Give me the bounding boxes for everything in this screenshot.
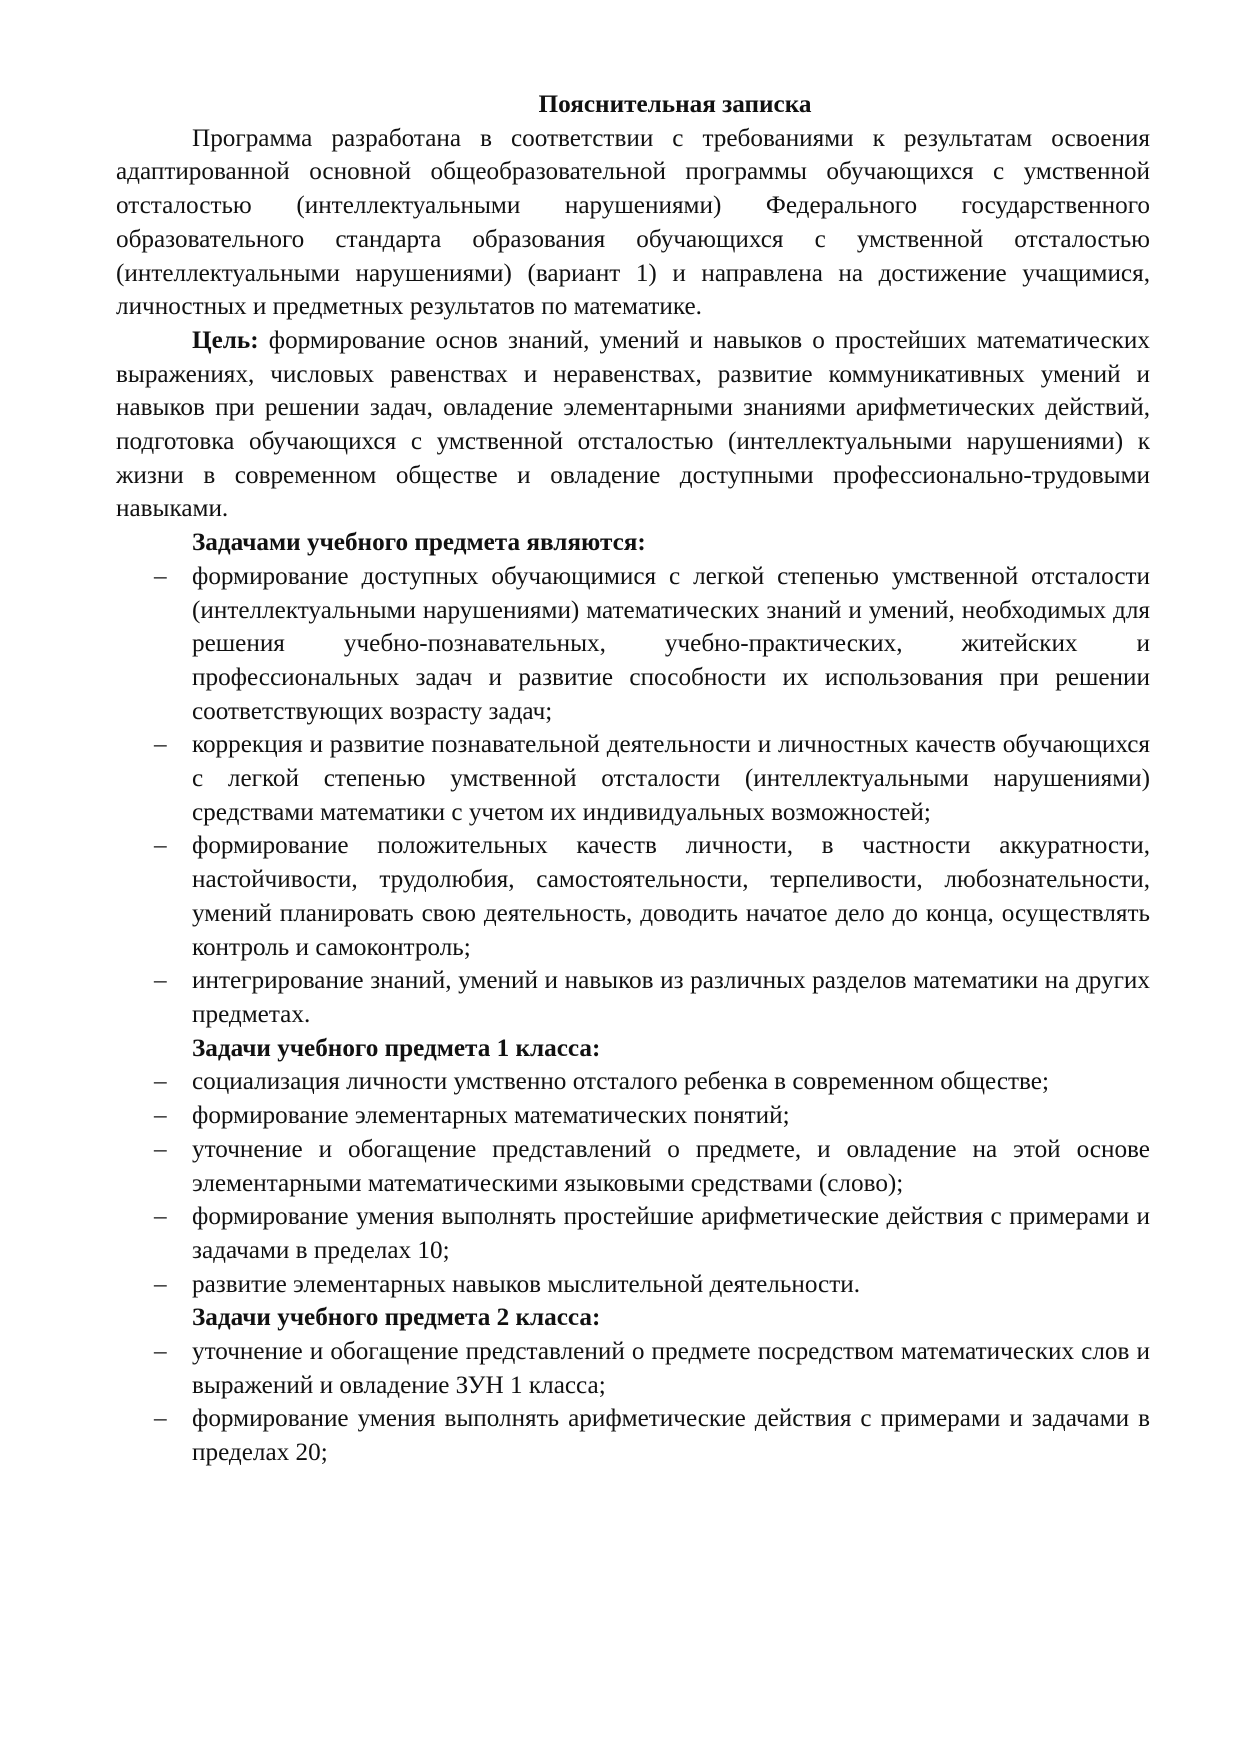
- list-item: – коррекция и развитие познавательной деятельности и личностных качеств обучающихся с легкой степенью умственной отсталости (интеллектуальными нарушениями) средствами математики с учетом их индивидуальных возможностей;: [116, 728, 1150, 829]
- dash-bullet: –: [154, 1068, 167, 1096]
- page-title: Пояснительная записка: [538, 91, 812, 118]
- list-item: – социализация личности умственно отсталого ребенка в современном обществе;: [116, 1065, 1150, 1099]
- list-item: – формирование умения выполнять простейшие арифметические действия с примерами и задачами в пределах 10;: [116, 1200, 1150, 1267]
- dash-bullet: –: [154, 731, 167, 759]
- section-heading-grade-2: Задачи учебного предмета 2 класса:: [192, 1304, 601, 1332]
- dash-bullet: –: [154, 562, 167, 590]
- list-item: – формирование доступных обучающимися с легкой степенью умственной отсталости (интеллектуальными нарушениями) математических знаний и умений, необходимых для решения учебно-познавательных, учебно-практических, житейских и профессиональных задач и развитие способности их использования при решении соответствующих возрасту задач;: [116, 560, 1150, 729]
- dash-bullet: –: [154, 832, 167, 860]
- section-heading-tasks: Задачами учебного предмета являются:: [192, 529, 646, 557]
- grade-1-list: [116, 1065, 1150, 1301]
- intro-paragraph: Программа разработана в соответствии с требованиями к результатам освоения адаптированной основной общеобразовательной программы обучающихся с умственной отсталостью (интеллектуальными нарушениями) Федерального государственного образовательного стандарта образования обучающихся с умственной отсталостью (интеллектуальными нарушениями) (вариант 1) и направлена на достижение учащимися, личностных и предметных результатов по математике.: [116, 124, 1150, 321]
- dash-bullet: –: [154, 1338, 167, 1366]
- document-page: [116, 88, 1150, 1470]
- dash-bullet: –: [154, 967, 167, 995]
- section-heading-grade-1: Задачи учебного предмета 1 класса:: [192, 1034, 601, 1062]
- list-item: – формирование элементарных математических понятий;: [116, 1099, 1150, 1133]
- list-item: – развитие элементарных навыков мыслительной деятельности.: [116, 1268, 1150, 1302]
- list-item: – уточнение и обогащение представлений о предмете посредством математических слов и выражений и овладение ЗУН 1 класса;: [116, 1335, 1150, 1402]
- dash-bullet: –: [154, 1203, 167, 1231]
- grade-2-list: [116, 1335, 1150, 1470]
- tasks-list: [116, 560, 1150, 1032]
- list-item: – интегрирование знаний, умений и навыков из различных разделов математики на других предметах.: [116, 964, 1150, 1031]
- list-item: – уточнение и обогащение представлений о предмете, и овладение на этой основе элементарными математическими языковыми средствами (слово);: [116, 1133, 1150, 1200]
- list-item: – формирование умения выполнять арифметические действия с примерами и задачами в пределах 20;: [116, 1402, 1150, 1469]
- list-item: – формирование положительных качеств личности, в частности аккуратности, настойчивости, трудолюбия, самостоятельности, терпеливости, любознательности, умений планировать свою деятельность, доводить начатое дело до конца, осуществлять контроль и самоконтроль;: [116, 829, 1150, 964]
- goal-label: Цель:: [192, 326, 259, 354]
- dash-bullet: –: [154, 1270, 167, 1298]
- dash-bullet: –: [154, 1102, 167, 1130]
- goal-paragraph: [116, 324, 1150, 526]
- goal-text: формирование основ знаний, умений и навыков о простейших математических выражениях, числовых равенствах и неравенствах, развитие коммуникативных умений и навыков при решении задач, овладение элементарными знаниями арифметических действий, подготовка обучающихся с умственной отсталостью (интеллектуальными нарушениями) к жизни в современном обществе и овладение доступными профессионально-трудовыми навыками.: [116, 326, 1150, 523]
- dash-bullet: –: [154, 1135, 167, 1163]
- dash-bullet: –: [154, 1405, 167, 1433]
